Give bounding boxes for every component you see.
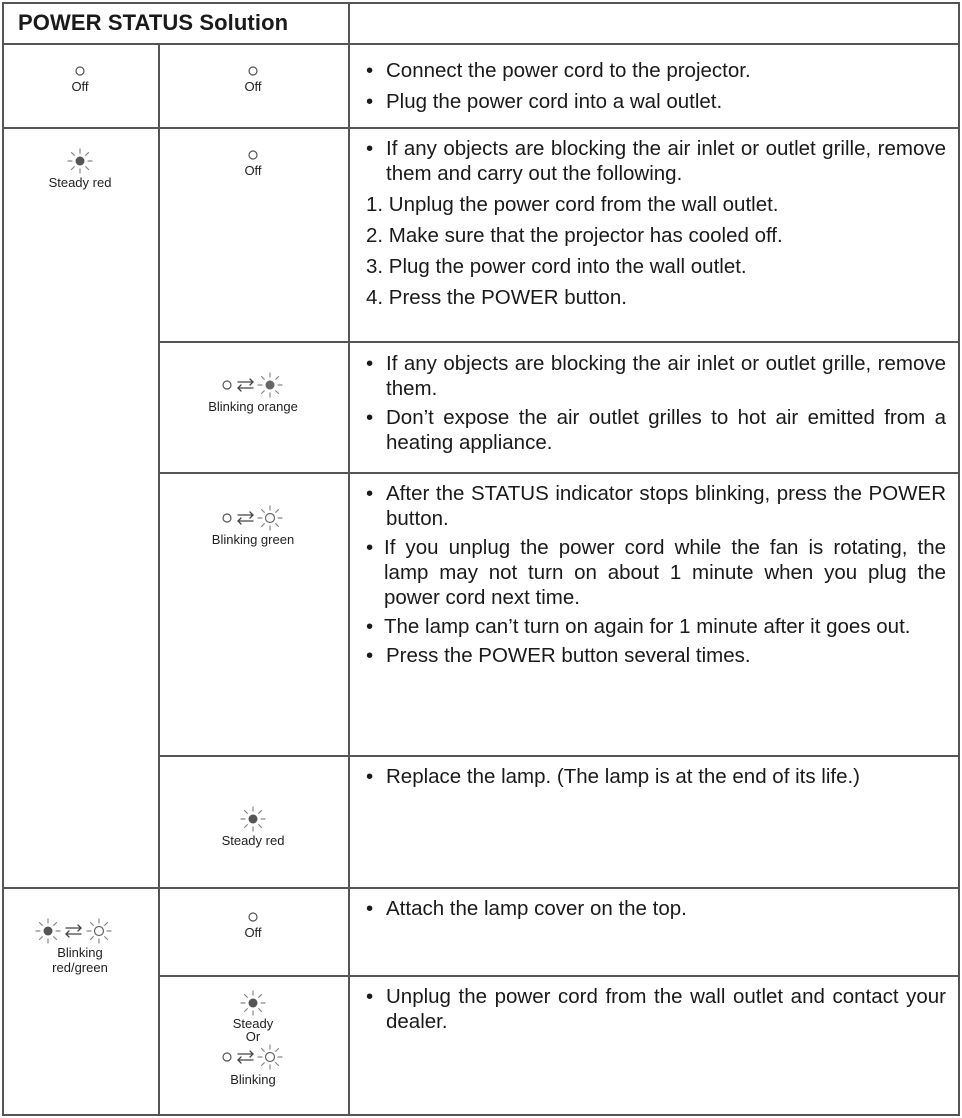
led-blinking-icon bbox=[211, 372, 295, 398]
row-divider bbox=[2, 127, 960, 129]
solution-step: 4. Press the POWER button. bbox=[366, 286, 627, 309]
row-divider bbox=[158, 472, 960, 474]
solution-step: 2. Make sure that the projector has cooled off. bbox=[366, 224, 783, 247]
status-indicator-off bbox=[193, 910, 313, 940]
solution-cell bbox=[366, 984, 946, 1040]
solution-substep: • The lamp can’t turn on again for 1 minute after it goes out. bbox=[366, 614, 946, 639]
status-indicator-label: Blinking bbox=[230, 1072, 276, 1087]
led-lit-red-icon bbox=[240, 806, 266, 832]
header-divider bbox=[2, 43, 960, 45]
status-indicator-label: Off bbox=[244, 163, 262, 178]
status-indicator-label: Steady bbox=[232, 1016, 274, 1031]
table-border-left bbox=[2, 2, 4, 1116]
status-indicator-label: Steady red bbox=[221, 833, 285, 848]
table-header-title: POWER STATUS Solution bbox=[18, 10, 289, 35]
led-off-icon bbox=[73, 64, 87, 78]
solution-step: • Replace the lamp. (The lamp is at the end of its life.) bbox=[366, 764, 946, 789]
power-indicator-label: Blinking red/green bbox=[52, 945, 108, 975]
power-indicator-label: Steady red bbox=[48, 175, 112, 190]
led-off-icon bbox=[246, 64, 260, 78]
status-indicator-steady-red bbox=[193, 806, 313, 848]
power-indicator-blinking-red-green bbox=[12, 918, 148, 975]
status-indicator-off bbox=[193, 64, 313, 94]
solution-cell bbox=[366, 481, 946, 672]
status-indicator-label: Blinking green bbox=[211, 532, 295, 547]
solution-step: • Attach the lamp cover on the top. bbox=[366, 896, 946, 921]
solution-step: • Unplug the power cord from the wall outlet and contact your dealer. bbox=[366, 984, 946, 1034]
status-indicator-blinking-green bbox=[178, 505, 328, 547]
led-lit-red-icon bbox=[67, 148, 93, 174]
led-blinking-icon bbox=[30, 918, 130, 944]
solution-cell bbox=[366, 351, 946, 459]
solution-cell bbox=[366, 136, 946, 316]
table-border-top bbox=[2, 2, 960, 4]
solution-step: • Press the POWER button several times. bbox=[366, 643, 946, 668]
column-divider bbox=[158, 43, 160, 1116]
solution-substep: • If you unplug the power cord while the fan is rotating, the lamp may not turn on about 1 minute when you plug the power cord next time. bbox=[366, 535, 946, 610]
status-indicator-label: Off bbox=[244, 79, 262, 94]
solution-cell bbox=[366, 58, 946, 120]
solution-step: 3. Plug the power cord into the wall outlet. bbox=[366, 255, 747, 278]
row-divider bbox=[158, 975, 960, 977]
status-indicator-steady-or-blinking bbox=[178, 990, 328, 1087]
led-off-icon bbox=[246, 910, 260, 924]
status-indicator-label: Or bbox=[245, 1029, 261, 1044]
solution-step: • Don’t expose the air outlet grilles to hot air emitted from a heating appliance. bbox=[366, 405, 946, 455]
solution-step: • After the STATUS indicator stops blinking, press the POWER button. bbox=[366, 481, 946, 531]
led-off-icon bbox=[246, 148, 260, 162]
power-indicator-steady-red bbox=[20, 148, 140, 190]
status-indicator-blinking-orange bbox=[178, 372, 328, 414]
status-indicator-label: Off bbox=[244, 925, 262, 940]
solution-step: • Plug the power cord into a wal outlet. bbox=[366, 89, 946, 114]
led-lit-icon bbox=[240, 990, 266, 1016]
solution-cell bbox=[366, 764, 946, 795]
solution-step: • If any objects are blocking the air inlet or outlet grille, remove them. bbox=[366, 351, 946, 401]
power-indicator-label: Off bbox=[71, 79, 89, 94]
column-divider bbox=[348, 2, 350, 1116]
led-blinking-icon bbox=[211, 505, 295, 531]
status-indicator-off bbox=[193, 148, 313, 178]
power-indicator-off bbox=[20, 64, 140, 94]
row-divider bbox=[2, 887, 960, 889]
table-border-right bbox=[958, 2, 960, 1116]
solution-step: 1. Unplug the power cord from the wall outlet. bbox=[366, 193, 779, 216]
table-border-bottom bbox=[2, 1114, 960, 1116]
solution-step: • If any objects are blocking the air inlet or outlet grille, remove them and carry out the following. bbox=[366, 136, 946, 186]
row-divider bbox=[158, 755, 960, 757]
row-divider bbox=[158, 341, 960, 343]
solution-cell bbox=[366, 896, 946, 927]
status-indicator-label: Blinking orange bbox=[208, 399, 298, 414]
led-blinking-icon bbox=[211, 1044, 295, 1070]
solution-step: • Connect the power cord to the projector. bbox=[366, 58, 946, 83]
